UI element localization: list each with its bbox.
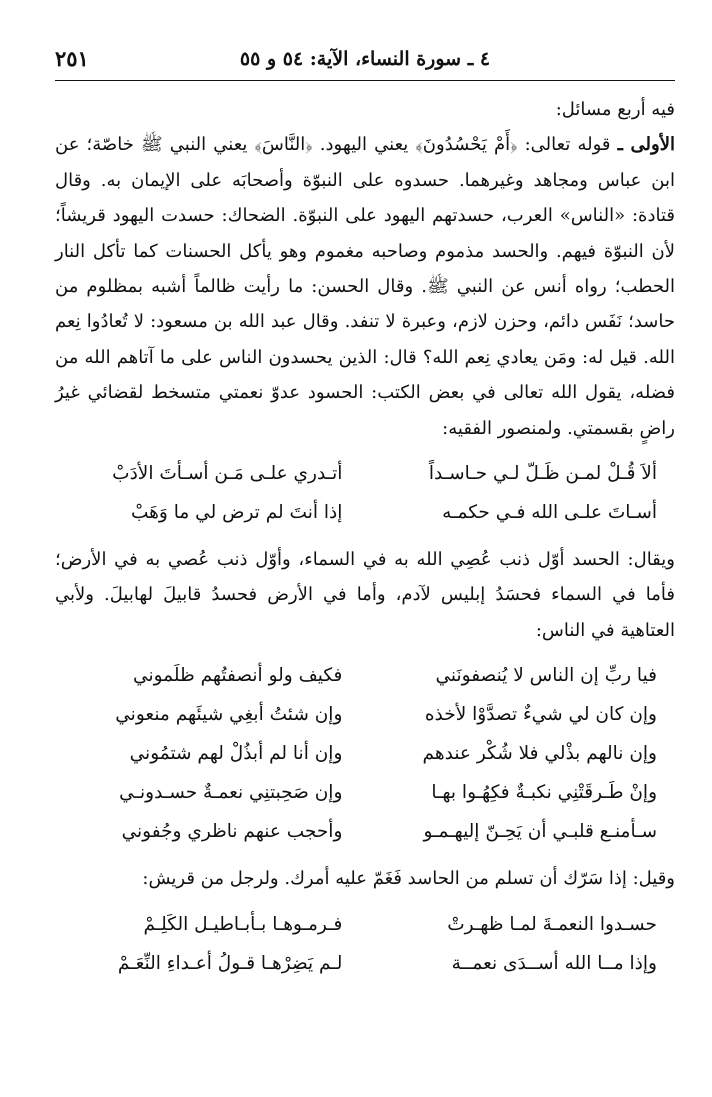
running-title: ٤ ـ سورة النساء، الآية: ٥٤ و ٥٥: [239, 48, 491, 70]
issue-lead: الأولى ـ: [617, 134, 675, 156]
verse-second-hemistich: فكيف ولو أنصفتُهم ظلَموني: [133, 665, 343, 687]
page-number: ٢٥١: [55, 46, 89, 71]
verse-first-hemistich: ألاَ قُـلْ لمـن ظَـلّ لـي حـاسـداً: [428, 463, 657, 485]
poem-abu-al-atahiya: [55, 656, 675, 851]
verse-second-hemistich: وإن شئتُ أبغِي شيئَهم منعوني: [115, 704, 343, 726]
intro-line: فيه أربع مسائل:: [555, 99, 675, 120]
verse-row: [55, 656, 675, 695]
verse-second-hemistich: لـم يَضِرْهـا قـولُ أعـداءِ النِّعَـمْ: [117, 952, 343, 974]
verse-first-hemistich: فيا ربِّ إن الناس لا يُنصفونَني: [435, 665, 657, 687]
verse-row: [55, 812, 675, 851]
verse-second-hemistich: أتـدري علـى مَـن أسـأتَ الأدَبْ: [112, 463, 343, 485]
verse-row: [55, 695, 675, 734]
verse-row: [55, 773, 675, 812]
verse-row: [55, 454, 675, 493]
verse-second-hemistich: وأحجب عنهم ناظري وجُفوني: [121, 821, 343, 843]
verse-first-hemistich: وإذا مــا الله أســدَى نعمــة: [451, 952, 657, 974]
verse-first-hemistich: وإن نالهم بذْلي فلا شُكْر عندهم: [422, 743, 657, 765]
verse-row: [55, 734, 675, 773]
verse-row: [55, 493, 675, 532]
verse-first-hemistich: حسـدوا النعمـةَ لمـا ظهـرتْ: [447, 913, 657, 935]
poem-quraysh: [55, 905, 675, 983]
poem-mansur: [55, 454, 675, 532]
verse-second-hemistich: إذا أنتَ لم ترض لي ما وَهَبْ: [131, 502, 343, 524]
verse-first-hemistich: أسـاتَ علـى الله فـي حكمـه: [442, 502, 657, 524]
verse-second-hemistich: فـرمـوهـا بـأبـاطيـل الكَلِـمْ: [143, 913, 343, 935]
header-divider: [55, 80, 675, 81]
verse-row: [55, 944, 675, 983]
page-body: [55, 92, 675, 993]
verse-row: [55, 905, 675, 944]
verse-first-hemistich: سـأمنـع قلبـي أن يَحِـنّ إليهـمـو: [423, 821, 657, 843]
verse-second-hemistich: وإن أنا لم أبذُلْ لهم شتمُوني: [129, 743, 343, 765]
first-issue-paragraph: [55, 127, 675, 446]
verse-first-hemistich: وإن كان لي شيءٌ تصدَّوْا لأخذه: [424, 704, 657, 726]
envy-sin-paragraph: ويقال: الحسد أوّل ذنب عُصِي الله به في السماء، وأوّل ذنب عُصي به في الأرض؛ فأما في السماء فحسَدُ إبليس لآدم، وأما في الأرض فحسدُ قابيلَ لهابيلَ. ولأبي العتاهية في الناس:: [55, 549, 675, 641]
page-header: [55, 42, 675, 78]
first-issue-text: قوله تعالى: ﴿أَمْ يَحْسُدُونَ﴾ يعني اليهود. ﴿النَّاسَ﴾ يعني النبي ﷺ خاصّة؛ عن ابن عباس ومجاهد وغيرهما. حسدوه على النبوّة وأصحابَه على الإيمان به. وقال قتادة: «الناس» العرب، حسدتهم اليهود على النبوّة. الضحاك: حسدت اليهود قريشاً؛ لأن النبوّة فيهم. والحسد مذموم وصاحبه مغموم وهو يأكل الحسنات كما تأكل النار الحطب؛ رواه أنس عن النبي ﷺ. وقال الحسن: ما رأيت ظالماً أشبه بمظلوم من حاسد؛ نَفَس دائم، وحزن لازم، وعبرة لا تنفد. وقال عبد الله بن مسعود: لا تُعادُوا نِعم الله. قيل له: ومَن يعادي نِعم الله؟ قال: الذين يحسدون الناس على ما آتاهم الله من فضله، يقول الله تعالى في بعض الكتب: الحسود عدوّ نعمتي متسخط لقضائي غيرُ راضٍ بقسمتي. ولمنصور الفقيه:: [55, 134, 675, 439]
verse-second-hemistich: وإن صَحِبتنِي نعمـةٌ حسـدونـي: [119, 782, 343, 804]
quraysh-intro-paragraph: وقيل: إذا سَرّك أن تسلم من الحاسد فَغَمّ عليه أمرك. ولرجل من قريش:: [142, 868, 675, 890]
verse-first-hemistich: وإنْ طَـرقَتْنِي نكبـةٌ فكِهُـوا بهـا: [431, 782, 657, 804]
